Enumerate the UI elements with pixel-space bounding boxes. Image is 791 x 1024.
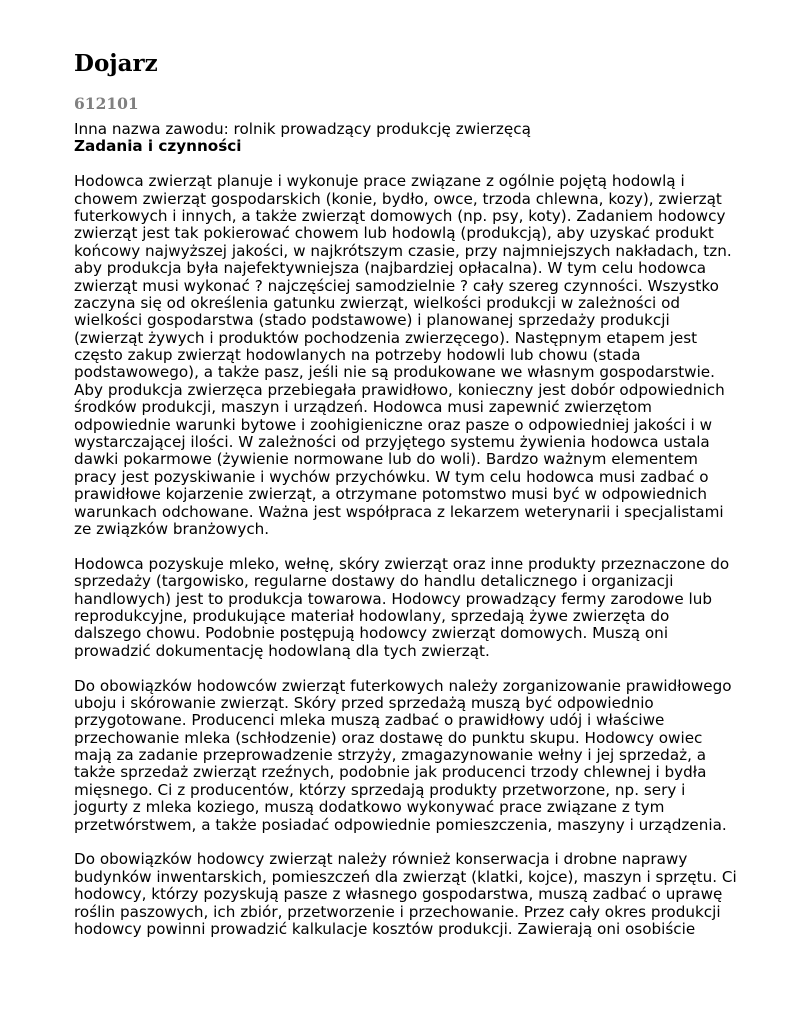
paragraph-line: wystarczającej ilości. W zależności od przyjętego systemu żywienia hodowca ustala [74,433,710,452]
paragraph-line: budynków inwentarskich, pomieszczeń dla zwierząt (klatki, kojce), maszyn i sprzętu. Ci [74,867,737,886]
paragraph-line: roślin paszowych, ich zbiór, przetworzenie i przechowanie. Przez cały okres produkcji [74,902,721,921]
paragraph-line: warunkach odchowane. Ważna jest współpraca z lekarzem weterynarii i specjalistami [74,502,724,521]
paragraph-line: także sprzedaż zwierząt rzeźnych, podobnie jak producenci trzody chlewnej i bydła [74,763,707,782]
paragraph-line: prawidłowe kojarzenie zwierząt, a otrzymane potomstwo musi być w odpowiednich [74,485,708,504]
paragraph-line: dalszego chowu. Podobnie postępują hodowcy zwierząt domowych. Muszą oni [74,624,669,643]
paragraph-line: Do obowiązków hodowcy zwierząt należy również konserwacja i drobne naprawy [74,850,688,869]
paragraph-line: handlowych) jest to produkcja towarowa. Hodowcy prowadzący fermy zarodowe lub [74,589,713,608]
paragraph [74,173,764,538]
paragraph-line: Aby produkcja zwierzęca przebiegała prawidłowo, konieczny jest dobór odpowiednich [74,380,725,399]
paragraph-line: reprodukcyjne, produkujące materiał hodowlany, sprzedają żywe zwierzęta do [74,606,670,625]
paragraph-line: pracy jest pozyskiwanie i wychów przychówku. W tym celu hodowca musi zadbać o [74,467,709,486]
paragraph-line: futerkowych i innych, a także zwierząt domowych (np. psy, koty). Zadaniem hodowcy [74,206,726,225]
paragraph-spacer [74,834,764,851]
paragraph [74,556,764,660]
section-heading: Zadania i czynności [74,137,242,156]
document-body [74,121,764,938]
paragraph-line: Do obowiązków hodowców zwierząt futerkowych należy zorganizowanie prawidłowego [74,676,732,695]
paragraph-spacer [74,660,764,677]
paragraph-line: aby produkcja była najefektywniejsza (najbardziej opłacalna). W tym celu hodowca [74,259,707,278]
paragraph-line: ze związków branżowych. [74,519,270,538]
page-title: Dojarz [74,50,158,77]
paragraph-spacer [74,538,764,555]
paragraph-line: prowadzić dokumentację hodowlaną dla tych zwierząt. [74,641,490,660]
paragraph-line: chowem zwierząt gospodarskich (konie, bydło, owce, trzoda chlewna, kozy), zwierząt [74,189,722,208]
paragraph-line: końcowy najwyższej jakości, w najkrótszym czasie, przy najmniejszych nakładach, tzn. [74,241,732,260]
paragraph-line: Hodowca pozyskuje mleko, wełnę, skóry zwierząt oraz inne produkty przeznaczone do [74,554,730,573]
paragraph-line: hodowcy powinni prowadzić kalkulacje kosztów produkcji. Zawierają oni osobiście [74,919,696,938]
paragraph-line: odpowiednie warunki bytowe i zoohigieniczne oraz pasze o odpowiedniej jakości i w [74,415,713,434]
paragraph-line: sprzedaży (targowisko, regularne dostawy do handlu detalicznego i organizacji [74,572,674,591]
paragraph-line: przygotowane. Producenci mleka muszą zadbać o prawidłowy udój i właściwe [74,711,665,730]
other-name-line: Inna nazwa zawodu: rolnik prowadzący produkcję zwierzęcą [74,120,531,138]
paragraph-line: dawki pokarmowe (żywienie normowane lub do woli). Bardzo ważnym elementem [74,450,698,469]
paragraph-line: jogurty z mleka koziego, muszą dodatkowo wykonywać prace związane z tym [74,798,665,817]
paragraph [74,851,764,938]
paragraph-line: często zakup zwierząt hodowlanych na potrzeby hodowli lub chowu (stada [74,346,641,365]
paragraph-line: hodowcy, którzy pozyskują pasze z własnego gospodarstwa, muszą zadbać o uprawę [74,885,723,904]
paragraph-line: zaczyna się od określenia gatunku zwierząt, wielkości produkcji w zależności od [74,293,681,312]
paragraph-line: uboju i skórowanie zwierząt. Skóry przed sprzedażą muszą być odpowiednio [74,693,654,712]
paragraph-line: wielkości gospodarstwa (stado podstawowe) i planowanej sprzedaży produkcji [74,311,670,330]
paragraph-line: przechowanie mleka (schłodzenie) oraz dostawę do punktu skupu. Hodowcy owiec [74,728,703,747]
paragraph-line: zwierząt jest tak pokierować chowem lub hodowlą (produkcją), aby uzyskać produkt [74,224,714,243]
paragraph-line: podstawowego), a także pasz, jeśli nie są produkowane we własnym gospodarstwie. [74,363,715,382]
paragraph-line: zwierząt musi wykonać ? najczęściej samodzielnie ? cały szereg czynności. Wszystko [74,276,719,295]
paragraph-line: mięsnego. Ci z producentów, którzy sprzedają produkty przetworzone, np. sery i [74,780,686,799]
paragraph-line: mają za zadanie przeprowadzenie strzyży, zmagazynowanie wełny i jej sprzedaż, a [74,746,707,765]
paragraph-line: przetwórstwem, a także posiadać odpowiednie pomieszczenia, maszyny i urządzenia. [74,815,727,834]
paragraphs-container [74,173,764,938]
paragraph-spacer [74,156,764,173]
paragraph-line: środków produkcji, maszyn i urządzeń. Hodowca musi zapewnić zwierzętom [74,398,652,417]
paragraph-line: (zwierząt żywych i produktów pochodzenia zwierzęcego). Następnym etapem jest [74,328,698,347]
paragraph [74,678,764,835]
paragraph-line: Hodowca zwierząt planuje i wykonuje prace związane z ogólnie pojętą hodowlą i [74,172,685,191]
occupation-code: 612101 [74,94,139,113]
